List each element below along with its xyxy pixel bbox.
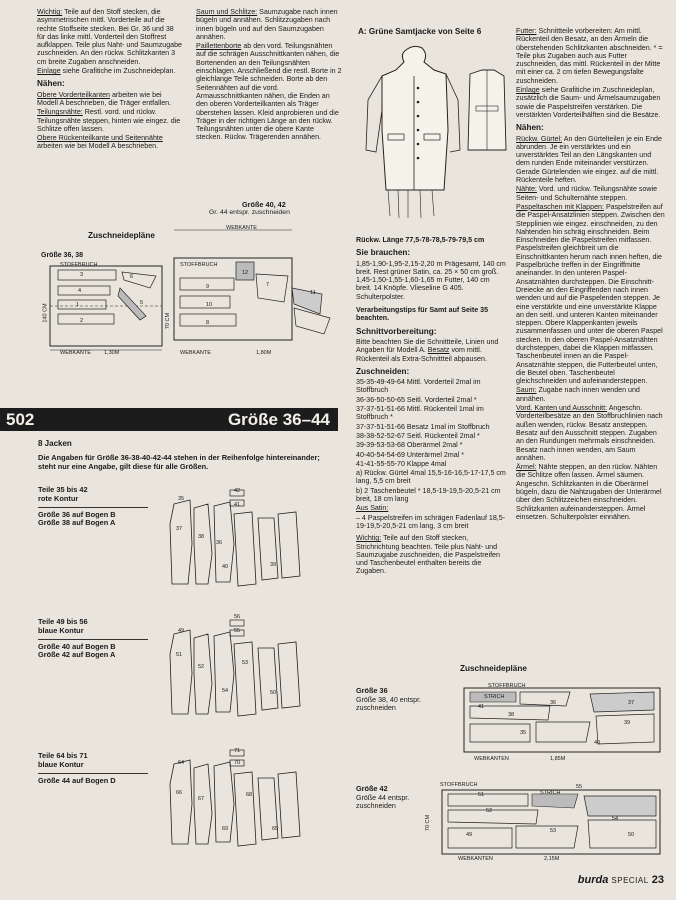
zuschneiden-heading: Zuschneiden: bbox=[356, 366, 410, 376]
column-4-text bbox=[516, 27, 666, 522]
plan-b-piece: 8 bbox=[206, 320, 210, 326]
plan-a-piece: 2 bbox=[80, 318, 84, 324]
n4-label: Saum: bbox=[516, 386, 537, 395]
teile-bogen: Größe 38 auf Bogen A bbox=[38, 518, 116, 528]
n5-text: Angeschn. Vorderteilbesätze an den Stoffbruchlinien nach außen wenden, rückw. Besatz ansteppen. Besatz auf den Ausschnitt steppen. Zugaben an den Rundungen mehrmals einschneiden. Besatz nach innen wenden, am Saum annähen. bbox=[516, 404, 663, 462]
piece-number: 51 bbox=[176, 652, 183, 658]
cut-list-item: b) 2 Taschenbeutel * 18,5-19-19,5-20,5-21 cm breit, 18 cm lang bbox=[356, 486, 501, 504]
wichtig3-text: Teile auf den Stoff stecken, Strichrichtung beachten. Teile plus Naht- und Saumzugabe zuschneiden, die Paspelstreifen und Taschenbeutel enthalten bereits die Zugaben. bbox=[356, 534, 500, 576]
plan-d-cm: 70 CM bbox=[425, 814, 432, 832]
plan-d-piece: 55 bbox=[576, 784, 583, 790]
brauchen-heading: Sie brauchen: bbox=[356, 248, 411, 258]
cut-list-item: 40-40-54-54-69 Unterärmel 2mal * bbox=[356, 450, 465, 459]
plan-d-piece: 50 bbox=[628, 832, 635, 838]
n3-text: arbeiten wie bei Modell A beschrieben. bbox=[37, 142, 159, 151]
teile-title: Teile 64 bis 71 bbox=[38, 751, 88, 760]
verarb-text: Verarbeitungstips für Samt auf Seite 35 beachten. bbox=[356, 306, 489, 323]
plan-bottom-size-b-note: Größe 44 entspr. zuschneiden bbox=[356, 794, 410, 811]
teile-bogen: Größe 42 auf Bogen A bbox=[38, 650, 116, 660]
einlage4-label: Einlage bbox=[516, 86, 540, 95]
plan-c-piece: 35 bbox=[520, 730, 527, 736]
n3-label: Obere Rückenteilkante und Seitennähte bbox=[37, 134, 163, 143]
piece-number: 40 bbox=[222, 564, 229, 570]
n4-text: Zugabe nach innen wenden und annähen. bbox=[516, 386, 640, 403]
plan-d-piece: 49 bbox=[466, 832, 473, 838]
teile-bogen: Größe 44 auf Bogen D bbox=[38, 775, 116, 785]
teile-title: Teile 35 bis 42 bbox=[38, 485, 88, 494]
teile-contour: rote Kontur bbox=[38, 493, 79, 503]
plan-d-strich: STRICH bbox=[540, 790, 561, 796]
cut-list-item: 35-35-49-49-64 Mittl. Vorderteil 2mal im Stoffbruch bbox=[356, 378, 481, 395]
plan-b-cm: 70 CM bbox=[165, 312, 172, 330]
plan-top-size-b-note: Gr. 44 entspr. zuschneiden bbox=[209, 209, 290, 216]
cut-list-item: 36-36-50-50-65 Seitl. Vorderteil 2mal * bbox=[356, 395, 477, 404]
n2-label: Teilungsnähte: bbox=[37, 108, 83, 117]
borte-text: ab den vord. Teilungsnähten auf die schrägen Ausschnittkanten nähen, die Bortenenden an den Teilungsnähten einschlagen. Anschließend die restl. Borte in 2 gleichlange Teile schneiden. Borte ab den Seitennähten auf die vord. Armausschnittkanten nähen, die Enden an den oberen Vorderteilkanten als Träger überstehen lassen. Kleid anprobieren und die Träger in der richtigen Länge an den rückw. Teilungsnähten unter die obere Kante stecken. Rückw. Trägerenden annähen. bbox=[196, 42, 342, 142]
futter-text: Schnittteile vorbereiten: Am mittl. Rückenteil den Besatz, an den Ärmeln die überstehenden Schlitzkanten abschneiden. * = Teile plus Zugaben auch aus Futter zuschneiden, das mittl. Rückenteil in der Mitte mit einer ca. 2 cm tiefen Bewegungsfalte zuschneiden. bbox=[516, 27, 663, 85]
piece-number: 71 bbox=[234, 748, 241, 754]
besatz-label: Besatz bbox=[427, 346, 450, 355]
plan-c-piece: 41 bbox=[478, 704, 485, 710]
plan-top-size-a: Größe 36, 38 bbox=[41, 252, 84, 259]
model-banner bbox=[0, 408, 338, 431]
n3-label: Paspeltaschen mit Klappen: bbox=[516, 202, 604, 211]
plan-d-width: 2,15M bbox=[544, 856, 560, 862]
piece-number: 55 bbox=[234, 628, 241, 634]
plan-bottom-heading: Zuschneidepläne bbox=[460, 664, 527, 673]
jacket-illustration bbox=[358, 40, 508, 226]
saum-text: Saumzugabe nach innen bügeln und annähen. Schlitzzugaben nach innen bügeln und auf den Saumzugaben annähen. bbox=[196, 8, 338, 41]
plan-b-piece: 7 bbox=[266, 282, 270, 288]
teile-contour: blaue Kontur bbox=[38, 759, 84, 769]
plan-a-piece: 1 bbox=[76, 302, 80, 308]
cut-list-item: 41-41-55-55-70 Klappe 4mal bbox=[356, 459, 447, 468]
column-1-text bbox=[37, 8, 183, 152]
plan-b-piece: 11 bbox=[310, 290, 316, 296]
plan-c-stoffbruch: STOFFBRUCH bbox=[488, 683, 526, 689]
plan-a-stoffbruch: STOFFBRUCH bbox=[60, 262, 98, 268]
plan-b-piece: 9 bbox=[206, 284, 210, 290]
wichtig3-label: Wichtig: bbox=[356, 534, 382, 543]
cut-list-item: 39-39-53-53-68 Oberärmel 2mal * bbox=[356, 441, 463, 450]
plan-bottom-size-b: Größe 42 bbox=[356, 784, 388, 793]
footer-page: 23 bbox=[651, 874, 664, 886]
plan-c-piece: 39 bbox=[624, 720, 631, 726]
intro-title: 8 Jacken bbox=[38, 439, 72, 448]
cut-list-item: a) Rückw. Gürtel 4mal 15,5-16-16,5-17-17,5 cm lang, 5,5 cm breit bbox=[356, 469, 506, 486]
n3-text: Paspelstreifen auf die Paspel-Ansatzlinien steppen. Zwischen den Stepplinien wie eingez. einschneiden, zu den Nahtenden hin schräg einschneiden. Beim Einschneiden die Paspelstreifen mitfassen. Paspelstreifen gleichbreit um die Einschnittkanten herum nach innen heften, die Paspelbrüche treffen in der Eingriffmitte aneinander. In den unteren Paspel-Ansatznähten durchsteppen. Die Einschnitt-Dreiecke an den Eingriffenden nach innen wenden und auf die Paspelenden steppen. Je eine verstärkte und eine unverstärkte Klappe an den seitl. und unteren Kanten miteinander steppen. Obere Klappenkanten jeweils zusammenfassen und unter die oberen Paspel stecken. In den oberen Paspel-Ansatznähten durchsteppen, dabei die Klappen mitfassen. Taschenbeutel innen an die Paspel-Ansatznähte steppen, die Futterbeutel unten, die Beutel oben. Taschenbeutel gleichschneiden und aufeinandersteppen. bbox=[516, 202, 665, 386]
plan-d-webkante: WEBKANTEN bbox=[458, 856, 493, 862]
piece-number: 50 bbox=[270, 690, 277, 696]
piece-number: 53 bbox=[242, 660, 249, 666]
saum-label: Saum und Schlitze: bbox=[196, 8, 258, 16]
model-number: 502 bbox=[6, 410, 35, 429]
piece-number: 70 bbox=[234, 760, 241, 766]
n1-label: Obere Vorderteilkanten bbox=[37, 90, 110, 99]
plan-c-piece: 40 bbox=[594, 740, 601, 746]
piece-number: 36 bbox=[216, 540, 223, 546]
cut-list-item: 38-38-52-52-67 Seitl. Rückenteil 2mal * bbox=[356, 431, 480, 440]
n1-text: An den Gürtelteilen je ein Ende abrunden. Je ein verstärktes und ein unverstärktes Teil an den Längskanten und dem runden Ende miteinander verstürzen. Gerade Gürtelenden wie eingez. auf die mittl. Rückenteile heften. bbox=[516, 134, 662, 185]
piece-number: 67 bbox=[198, 796, 205, 802]
plan-a-piece: 3 bbox=[80, 272, 84, 278]
n2-label: Nähte: bbox=[516, 185, 537, 194]
plan-a-width: 1,30M bbox=[104, 350, 120, 356]
n6-text: Nähte steppen, an den rückw. Nähten die Schlitze offen lassen. Ärmel säumen. Angeschn. Schlitzkanten in die Oberärmel bügeln, dazu die Nahtzugaben der Unterärmel über den Schlitzzeichen einschneiden. Schlitzkanten aufeinandersteppen. Ärmel einsetzen. Schulterpolster einnähen. bbox=[516, 463, 662, 521]
plan-b-webkante: WEBKANTE bbox=[180, 350, 211, 356]
einlage4-text: siehe Grafitiche im Zuschneideplan, zusätzlich die Saum- und Ärmelsaumzugaben sowie die Paspelstreifen verstärken. Die verstärkten Vorderteilhälften sind die Besätze. bbox=[516, 86, 661, 119]
plan-b-width: 1,80M bbox=[256, 350, 272, 356]
n5-label: Vord. Kanten und Ausschnitt: bbox=[516, 404, 608, 413]
cutting-plan-c bbox=[440, 682, 664, 762]
plan-a-piece: 6 bbox=[130, 274, 134, 280]
teile-group-1 bbox=[38, 486, 148, 528]
plan-a-cm: 140 CM bbox=[42, 303, 49, 323]
satin-text: – 4 Paspelstreifen im schrägen Fadenlauf 18,5-19-19,5-20,5-21 cm lang, 3 cm breit bbox=[356, 513, 506, 530]
column-2-text bbox=[196, 8, 342, 143]
plan-bottom-size-a: Größe 36 bbox=[356, 686, 388, 695]
borte-label: Paillettenborte bbox=[196, 42, 242, 51]
naehen4-heading: Nähen: bbox=[516, 123, 544, 133]
teile-bogen: Größe 40 auf Bogen B bbox=[38, 641, 116, 651]
piece-number: 64 bbox=[178, 760, 185, 766]
einlage-text: siehe Grafitiche im Zuschneideplan. bbox=[62, 67, 176, 76]
footer-special: SPECIAL bbox=[611, 876, 649, 885]
plan-d-piece: 52 bbox=[486, 808, 493, 814]
piece-number: 52 bbox=[198, 664, 205, 670]
n1-text: arbeiten wie bei Modell A beschrieben, die Träger entfallen. bbox=[37, 90, 172, 107]
piece-number: 69 bbox=[222, 826, 229, 832]
plan-c-width: 1,85M bbox=[550, 756, 566, 762]
plan-b-piece: 10 bbox=[206, 302, 213, 308]
piece-number: 41 bbox=[234, 502, 241, 508]
wichtig-label: Wichtig: bbox=[37, 8, 63, 16]
teile-bogen: Größe 36 auf Bogen B bbox=[38, 509, 116, 519]
brauchen-text: 1,85-1,90-1,95-2,15-2,20 m Prägesamt, 140 cm breit. Rest grüner Satin, ca. 25 × 50 cm groß. 1,45-1,50-1,55-1,60-1,65 m Futter, 140 cm breit. 14 Knöpfe. Vlieseline G 405. Schulterpolster. bbox=[356, 259, 506, 301]
column-3-text bbox=[356, 236, 506, 577]
n6-label: Ärmel: bbox=[516, 463, 537, 472]
plan-d-stoffbruch: STOFFBRUCH bbox=[440, 782, 478, 788]
cut-list-item: 37-37-51-51-66 Mittl. Rückenteil 1mal im Stoffbruch * bbox=[356, 405, 484, 422]
plan-c-strich: STRICH bbox=[484, 694, 505, 700]
piece-number: 35 bbox=[178, 496, 185, 502]
plan-c-piece: 38 bbox=[508, 712, 515, 718]
piece-number: 68 bbox=[246, 792, 253, 798]
intro-text: Die Angaben für Größe 36-38-40-42-44 stehen in der Reihenfolge hintereinander; steht nur eine Angabe, gilt diese für alle Größen. bbox=[38, 453, 320, 472]
piece-number: 42 bbox=[234, 488, 241, 494]
teile-group-2 bbox=[38, 618, 148, 660]
plan-c-piece: 37 bbox=[628, 700, 635, 706]
piece-number: 38 bbox=[198, 534, 205, 540]
footer-brand: burda bbox=[577, 874, 609, 886]
length-text: Rückw. Länge 77,5-78-78,5-79-79,5 cm bbox=[356, 236, 485, 244]
n2-text: Vord. und rückw. Teilungsnähte sowie Seiten- und Schulternähte steppen. bbox=[516, 185, 658, 202]
n2-text: Restl. vord. und rückw. Teilungsnähte steppen, hinten wie eingez. die Schlitze offen lassen. bbox=[37, 108, 181, 133]
naehen-heading: Nähen: bbox=[37, 79, 65, 89]
futter-label: Futter: bbox=[516, 27, 537, 35]
cutting-plan-d bbox=[428, 786, 664, 864]
footer bbox=[578, 874, 664, 886]
plan-b-piece: 12 bbox=[242, 270, 249, 276]
teile-group-3 bbox=[38, 752, 148, 785]
plan-b-stoffbruch: STOFFBRUCH bbox=[180, 262, 218, 268]
piece-number: 56 bbox=[234, 614, 241, 620]
plan-d-piece: 54 bbox=[612, 816, 619, 822]
plan-a-webkante: WEBKANTE bbox=[60, 350, 91, 356]
schnitt-text: Bitte beachten Sie die Schnittteile, Linien und Angaben für Modell A. bbox=[356, 337, 499, 355]
model-sizes: Größe 36–44 bbox=[227, 410, 330, 429]
intro-block bbox=[38, 440, 338, 473]
piece-number: 66 bbox=[176, 790, 183, 796]
einlage-label: Einlage bbox=[37, 67, 61, 76]
plan-bottom-size-a-note: Größe 38, 40 entspr. zuschneiden bbox=[356, 696, 422, 713]
n1-label: Rückw. Gürtel: bbox=[516, 134, 563, 143]
piece-number: 65 bbox=[272, 826, 279, 832]
piece-number: 49 bbox=[178, 628, 185, 634]
plan-top-size-b: Größe 40, 42 bbox=[242, 200, 286, 209]
teile-title: Teile 49 bis 56 bbox=[38, 617, 88, 626]
wichtig-text: Teile auf den Stoff stecken, die asymmetrischen mittl. Vorderteile auf die rechte Stoffseite stecken. Bei Gr. 36 und 38 für das linke mittl. Vorderteil den Stoffrest aufklappen. Teile plus Naht- und Saumzugabe zuschneiden. An den rückw. Schlitzkanten 3 cm breite Zugaben anschneiden. bbox=[37, 8, 182, 66]
piece-number: 54 bbox=[222, 688, 229, 694]
plan-top-heading: Zuschneidepläne bbox=[88, 231, 155, 240]
plan-d-piece: 51 bbox=[478, 792, 485, 798]
cutting-plan-a bbox=[38, 258, 166, 358]
plan-b-webkante-top: WEBKANTE bbox=[226, 225, 257, 231]
besatz-text: vom mittl. Rückenteil als Extra-Schnittteil abpausen. bbox=[356, 346, 487, 363]
plan-c-webkante: WEBKANTEN bbox=[474, 756, 509, 762]
cut-list-item: 37-37-51-51-66 Besatz 1mal im Stoffbruch bbox=[356, 422, 490, 431]
cutting-plan-b bbox=[170, 218, 340, 358]
satin-label: Aus Satin: bbox=[356, 504, 389, 513]
schnitt-heading: Schnittvorbereitung: bbox=[356, 326, 437, 336]
piece-number: 37 bbox=[176, 526, 183, 532]
teile-contour: blaue Kontur bbox=[38, 625, 84, 635]
plan-a-piece: 4 bbox=[78, 288, 82, 294]
piece-number: 39 bbox=[270, 562, 277, 568]
plan-c-piece: 36 bbox=[550, 700, 557, 706]
plan-d-piece: 53 bbox=[550, 828, 557, 834]
plan-a-piece: 5 bbox=[140, 300, 144, 306]
model-title: A: Grüne Samtjacke von Seite 6 bbox=[358, 27, 482, 36]
